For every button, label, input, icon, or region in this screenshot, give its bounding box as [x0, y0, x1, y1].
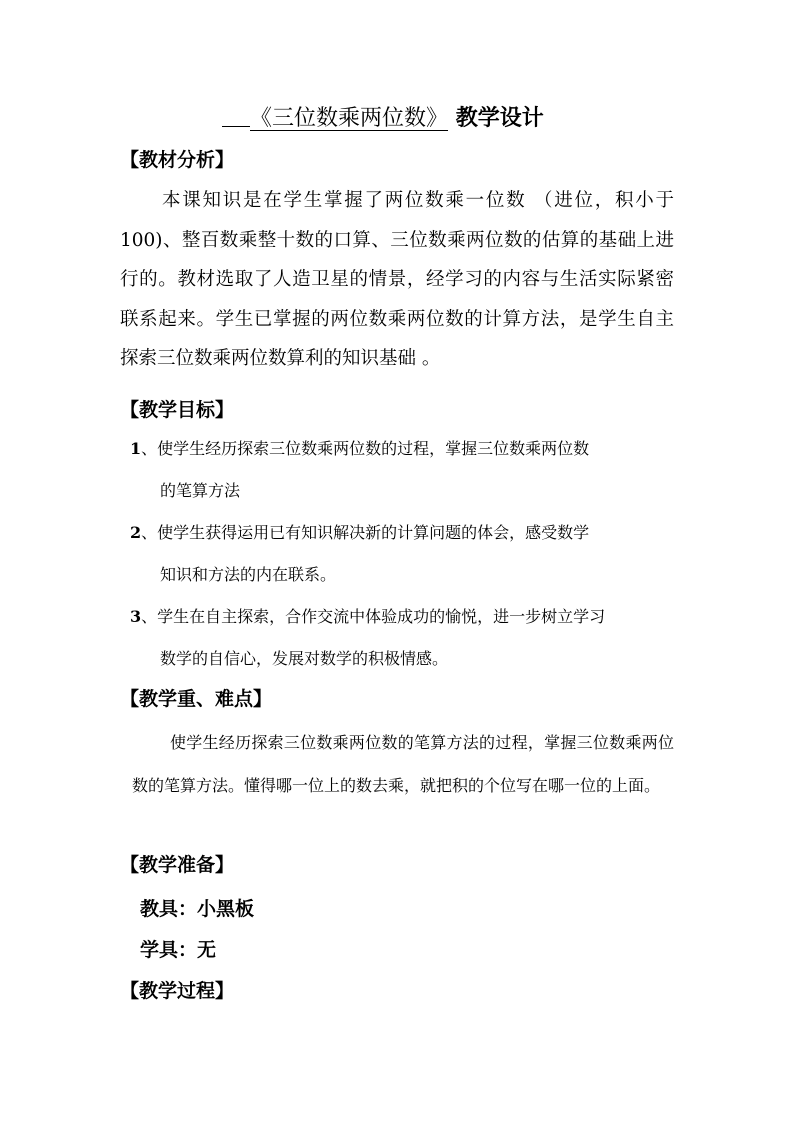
key-points-heading: 【教学重、难点】: [120, 688, 273, 710]
goal-item-1: [130, 428, 676, 512]
key-points-paragraph: 使学生经历探索三位数乘两位数的笔算方法的过程，掌握三位数乘两位数的笔算方法。懂得哪一位上的数去乘，就把积的个位写在哪一位的上面。: [132, 733, 674, 795]
title-underline-lead: [222, 102, 250, 127]
goal-number: 1: [130, 439, 142, 458]
student-tools: 学具：无: [140, 939, 217, 961]
goal-text-line2: 数学的自信心，发展对数学的积极情感。: [160, 649, 449, 668]
goal-text-line1: 、学生在自主探索，合作交流中体验成功的愉悦，进一步树立学习: [141, 607, 606, 626]
teacher-tools: 教具：小黑板: [140, 898, 255, 920]
goal-text-line2: 知识和方法的内在联系。: [160, 565, 337, 584]
document-title: [222, 102, 602, 134]
goal-text-line2: 的笔算方法: [160, 481, 241, 500]
goal-text-line1: 、使学生经历探索三位数乘两位数的过程，掌握三位数乘两位数: [141, 439, 590, 458]
analysis-paragraph: 本课知识是在学生掌握了两位数乘一位数 （进位，积小于 100)、整百数乘整十数的口算、三位数乘两位数的估算的基础上进行的。教材选取了人造卫星的情景，经学习的内容与生活实际紧密联系起来。学生已掌握的两位数乘两位数的计算方法，是学生自主探索三位数乘两位数算利的知识基础 。: [120, 190, 674, 369]
goal-item-3: [130, 596, 676, 680]
title-main: 《三位数乘两位数》: [250, 106, 449, 131]
goals-heading: 【教学目标】: [120, 399, 235, 421]
goal-text-line1: 、使学生获得运用已有知识解决新的计算问题的体会，感受数学: [141, 523, 590, 542]
analysis-heading: 【教材分析】: [120, 149, 235, 171]
goal-number: 2: [130, 523, 142, 542]
preparation-heading: 【教学准备】: [120, 854, 235, 876]
goal-number: 3: [130, 607, 142, 626]
goal-item-2: [130, 512, 676, 596]
process-heading: 【教学过程】: [120, 980, 235, 1002]
title-suffix: 教学设计: [455, 105, 544, 131]
